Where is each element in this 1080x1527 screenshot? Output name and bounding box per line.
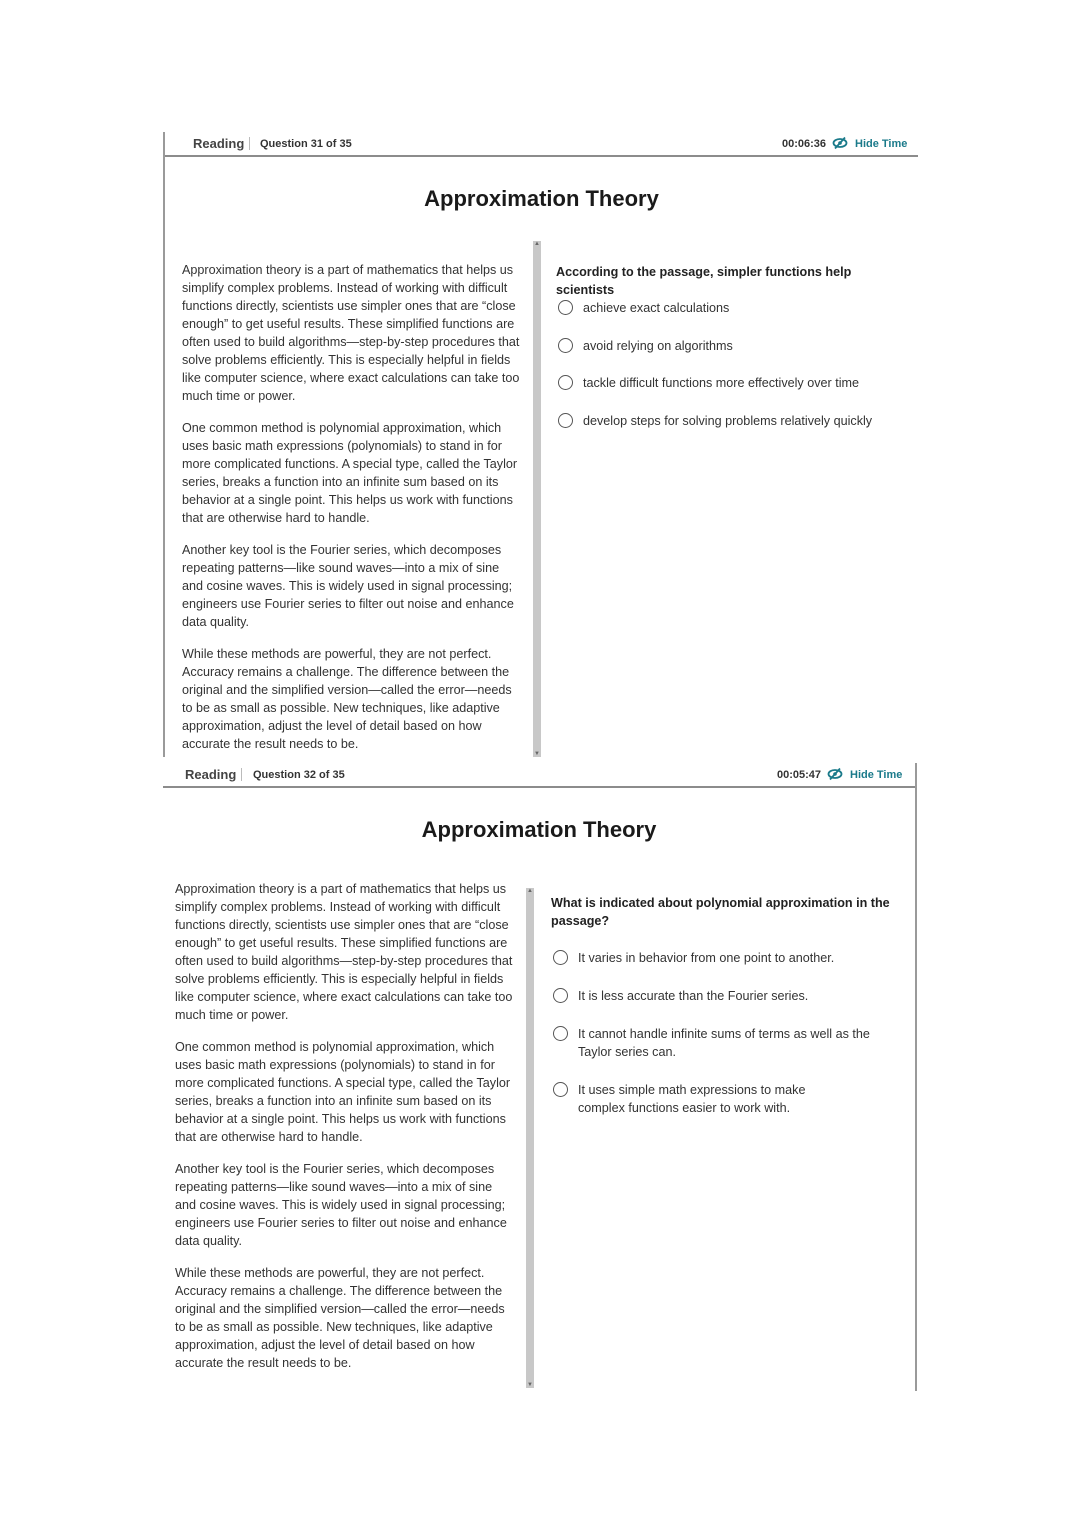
radio-button[interactable] <box>558 413 573 428</box>
option-label: achieve exact calculations <box>583 301 730 315</box>
option-label: It uses simple math expressions to make complex functions easier to work with. <box>578 1083 806 1115</box>
radio-button[interactable] <box>558 300 573 315</box>
passage-title: Approximation Theory <box>421 817 657 842</box>
option-label: avoid relying on algorithms <box>583 339 733 353</box>
radio-button[interactable] <box>553 1026 568 1041</box>
passage-title: Approximation Theory <box>424 186 659 211</box>
question-counter: Question 32 of 35 <box>253 769 345 781</box>
scroll-down-icon[interactable]: ▼ <box>534 751 540 757</box>
top-bar <box>165 132 918 157</box>
timer: 00:06:36 <box>782 138 827 150</box>
passage-paragraph: Another key tool is the Fourier series, which decomposes repeating patterns—like sound waves—into a mix of sine and cosine waves. This is widely used in signal processing; engineers use Fourier series to filter out noise and enhance data quality. <box>175 1162 507 1248</box>
answer-option[interactable] <box>558 374 898 392</box>
option-label: It is less accurate than the Fourier series. <box>578 989 809 1003</box>
passage-paragraph: While these methods are powerful, they are not perfect. Accuracy remains a challenge. The difference between the original and the simplified version—called the error—needs to be as small as possible. New techniques, like adaptive approximation, adjust the level of detail based on how accurate the result needs to be. <box>175 1266 505 1370</box>
radio-button[interactable] <box>558 338 573 353</box>
passage-paragraph: Approximation theory is a part of mathematics that helps us simplify complex problems. Instead of working with difficult functions directly, scientists use simpler ones that are “close enough” to get useful results. These simplified functions are often used to build algorithms—step-by-step procedures that solve problems efficiently. This is especially helpful in fields like computer science, where exact calculations can take too much time or power. <box>182 263 520 403</box>
option-label: It varies in behavior from one point to another. <box>578 951 835 965</box>
hide-time-button[interactable]: Hide Time <box>855 138 908 150</box>
question-screen-32 <box>163 763 917 1391</box>
eye-slash-icon[interactable] <box>827 767 843 781</box>
answer-option[interactable] <box>558 337 898 355</box>
radio-button[interactable] <box>553 1082 568 1097</box>
question-screen-31 <box>163 132 918 757</box>
question-prompt: According to the passage, simpler functions help scientists <box>556 265 852 297</box>
option-label: It cannot handle infinite sums of terms as well as the Taylor series can. <box>578 1027 870 1059</box>
answer-option[interactable] <box>553 1025 898 1061</box>
passage-scrollbar[interactable] <box>526 888 534 1388</box>
top-bar <box>163 763 915 788</box>
hide-time-button[interactable]: Hide Time <box>850 769 903 781</box>
answer-option[interactable] <box>558 412 898 430</box>
scroll-down-icon[interactable]: ▼ <box>527 1382 533 1388</box>
answer-option[interactable] <box>553 987 898 1005</box>
passage-scrollbar[interactable] <box>533 241 541 757</box>
divider <box>249 137 250 150</box>
radio-button[interactable] <box>553 988 568 1003</box>
option-label: develop steps for solving problems relatively quickly <box>583 414 873 428</box>
radio-button[interactable] <box>558 375 573 390</box>
radio-button[interactable] <box>553 950 568 965</box>
option-label: tackle difficult functions more effectively over time <box>583 376 860 390</box>
question-counter: Question 31 of 35 <box>260 138 352 150</box>
scroll-up-icon[interactable]: ▲ <box>527 888 533 894</box>
answer-option[interactable] <box>558 299 898 317</box>
passage-text <box>175 880 513 1386</box>
section-label: Reading <box>185 767 237 782</box>
divider <box>241 768 242 781</box>
answer-option[interactable] <box>553 1081 853 1117</box>
eye-slash-icon[interactable] <box>832 136 848 150</box>
passage-paragraph: One common method is polynomial approximation, which uses basic math expressions (polynomials) to stand in for more complicated functions. A special type, called the Taylor series, breaks a function into an infinite sum based on its behavior at a single point. This helps us work with functions that are otherwise hard to handle. <box>182 421 518 525</box>
answer-option[interactable] <box>553 949 898 967</box>
question-prompt: What is indicated about polynomial approximation in the passage? <box>551 896 890 928</box>
passage-paragraph: One common method is polynomial approximation, which uses basic math expressions (polynomials) to stand in for more complicated functions. A special type, called the Taylor series, breaks a function into an infinite sum based on its behavior at a single point. This helps us work with functions that are otherwise hard to handle. <box>175 1040 511 1144</box>
section-label: Reading <box>193 136 245 151</box>
timer: 00:05:47 <box>777 769 822 781</box>
passage-text <box>182 261 520 767</box>
passage-paragraph: Another key tool is the Fourier series, which decomposes repeating patterns—like sound waves—into a mix of sine and cosine waves. This is widely used in signal processing; engineers use Fourier series to filter out noise and enhance data quality. <box>182 543 514 629</box>
passage-paragraph: Approximation theory is a part of mathematics that helps us simplify complex problems. Instead of working with difficult functions directly, scientists use simpler ones that are “close enough” to get useful results. These simplified functions are often used to build algorithms—step-by-step procedures that solve problems efficiently. This is especially helpful in fields like computer science, where exact calculations can take too much time or power. <box>175 882 513 1022</box>
passage-paragraph: While these methods are powerful, they are not perfect. Accuracy remains a challenge. The difference between the original and the simplified version—called the error—needs to be as small as possible. New techniques, like adaptive approximation, adjust the level of detail based on how accurate the result needs to be. <box>182 647 512 751</box>
scroll-up-icon[interactable]: ▲ <box>534 241 540 247</box>
